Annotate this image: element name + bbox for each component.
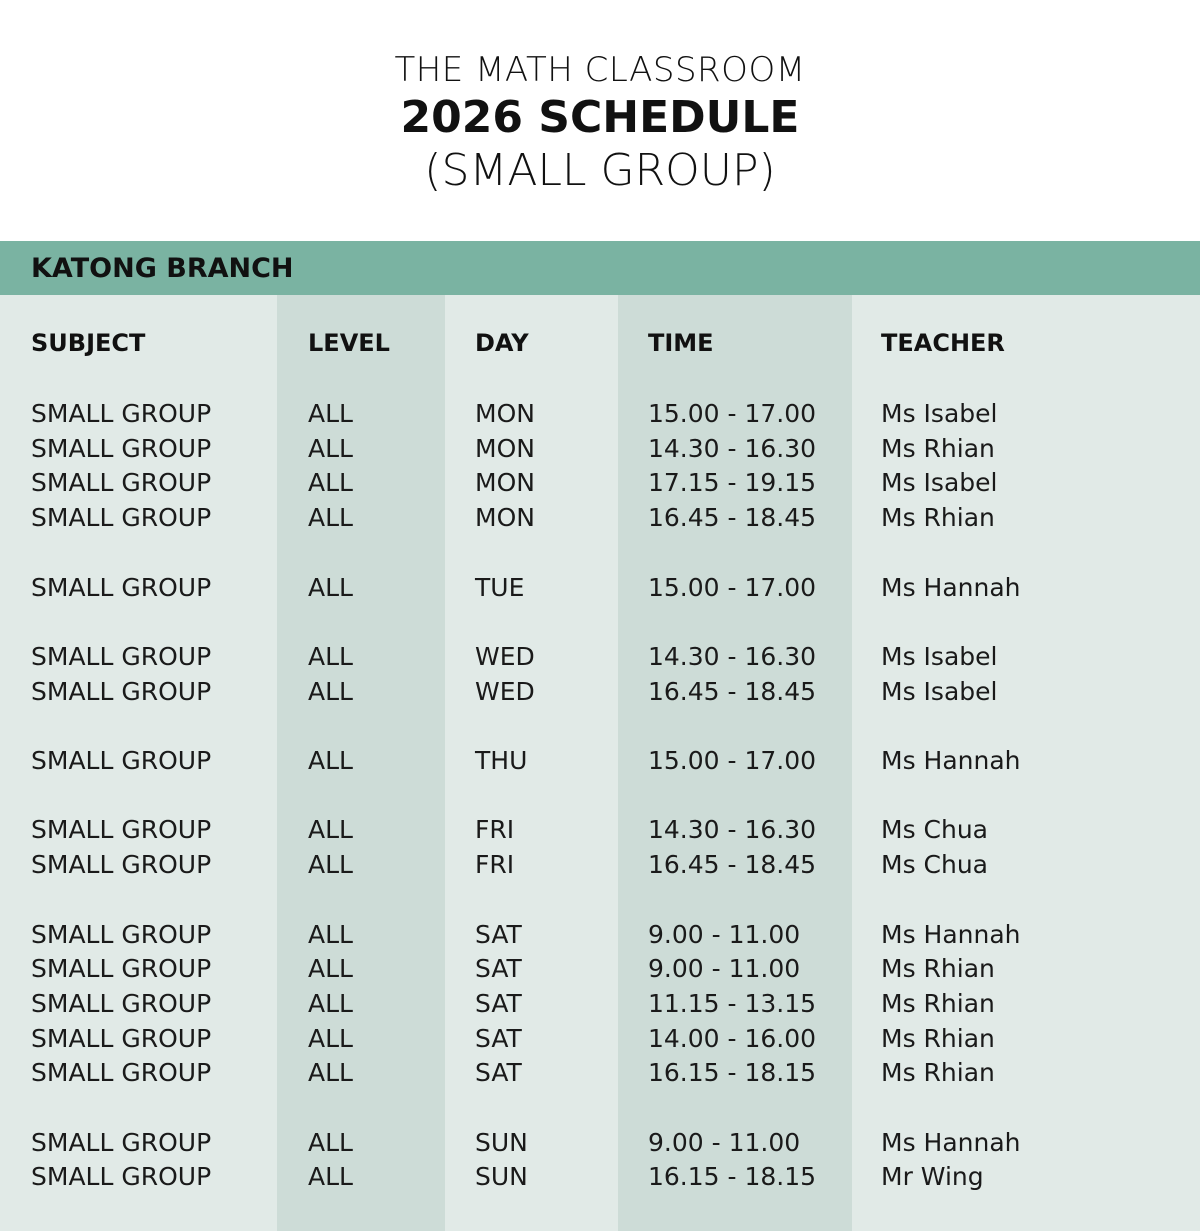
subject-cell: SMALL GROUP [31, 433, 212, 463]
table-row [0, 917, 1200, 952]
time-cell: 14.30 - 16.30 [648, 641, 817, 671]
day-cell: TUE [475, 572, 525, 602]
teacher-cell: Ms Chua [881, 850, 989, 880]
teacher-cell: Ms Rhian [881, 433, 995, 463]
day-cell: SAT [475, 919, 522, 949]
time-cell: 17.15 - 19.15 [648, 468, 817, 498]
day-cell: SUN [475, 1127, 528, 1157]
school-name: THE MATH CLASSROOM [394, 50, 806, 90]
teacher-cell: Mr Wing [881, 1162, 984, 1192]
level-cell: ALL [308, 1023, 353, 1053]
subject-cell: SMALL GROUP [31, 572, 212, 602]
day-cell: WED [475, 676, 535, 706]
level-cell: ALL [308, 919, 353, 949]
table-row [0, 570, 1200, 605]
subject-cell: SMALL GROUP [31, 815, 212, 845]
column-header-teacher: TEACHER [881, 329, 1005, 357]
teacher-cell: Ms Hannah [881, 746, 1021, 775]
day-cell: MON [475, 468, 535, 498]
subject-cell: SMALL GROUP [31, 641, 212, 671]
table-row [0, 500, 1200, 535]
column-header-subject: SUBJECT [31, 329, 146, 357]
day-cell: MON [475, 399, 535, 428]
table-row [0, 674, 1200, 709]
time-cell: 16.45 - 18.45 [648, 676, 817, 706]
schedule-subtitle: (SMALL GROUP) [424, 145, 776, 196]
time-cell: 15.00 - 17.00 [648, 572, 817, 602]
branch-bar [0, 241, 1200, 295]
level-cell: ALL [308, 815, 353, 845]
day-cell: WED [475, 641, 535, 671]
page-header [0, 0, 1200, 241]
schedule-table [0, 295, 1200, 1231]
time-cell: 16.45 - 18.45 [648, 850, 817, 880]
time-cell: 9.00 - 11.00 [648, 919, 801, 949]
time-cell: 16.45 - 18.45 [648, 503, 817, 533]
subject-cell: SMALL GROUP [31, 919, 212, 949]
table-row [0, 1125, 1200, 1160]
level-cell: ALL [308, 988, 353, 1018]
subject-cell: SMALL GROUP [31, 954, 212, 984]
teacher-cell: Ms Rhian [881, 503, 995, 533]
subject-cell: SMALL GROUP [31, 468, 212, 498]
level-cell: ALL [308, 954, 353, 984]
column-header-time: TIME [648, 329, 714, 357]
day-cell: SAT [475, 1023, 522, 1053]
time-cell: 14.30 - 16.30 [648, 815, 817, 845]
subject-cell: SMALL GROUP [31, 746, 212, 775]
time-cell: 9.00 - 11.00 [648, 954, 801, 984]
teacher-cell: Ms Hannah [881, 919, 1021, 949]
time-cell: 15.00 - 17.00 [648, 399, 817, 428]
level-cell: ALL [308, 503, 353, 533]
table-row [0, 951, 1200, 986]
table-row [0, 847, 1200, 882]
branch-label: KATONG BRANCH [31, 253, 294, 284]
level-cell: ALL [308, 850, 353, 880]
column-header-day: DAY [475, 329, 529, 357]
teacher-cell: Ms Hannah [881, 1127, 1021, 1157]
subject-cell: SMALL GROUP [31, 503, 212, 533]
time-cell: 14.00 - 16.00 [648, 1023, 817, 1053]
table-row [0, 986, 1200, 1021]
table-row [0, 1055, 1200, 1090]
teacher-cell: Ms Rhian [881, 1058, 995, 1088]
subject-cell: SMALL GROUP [31, 1127, 212, 1157]
level-cell: ALL [308, 399, 353, 428]
teacher-cell: Ms Rhian [881, 988, 995, 1018]
day-cell: SAT [475, 988, 522, 1018]
time-cell: 16.15 - 18.15 [648, 1058, 817, 1088]
time-cell: 9.00 - 11.00 [648, 1127, 801, 1157]
teacher-cell: Ms Isabel [881, 641, 998, 671]
column-header-level: LEVEL [308, 329, 390, 357]
level-cell: ALL [308, 676, 353, 706]
teacher-cell: Ms Isabel [881, 676, 998, 706]
level-cell: ALL [308, 641, 353, 671]
subject-cell: SMALL GROUP [31, 850, 212, 880]
teacher-cell: Ms Hannah [881, 572, 1021, 602]
table-row [0, 465, 1200, 500]
subject-cell: SMALL GROUP [31, 399, 212, 428]
day-cell: MON [475, 433, 535, 463]
level-cell: ALL [308, 572, 353, 602]
schedule-title: 2026 SCHEDULE [400, 92, 800, 143]
level-cell: ALL [308, 1058, 353, 1088]
day-cell: MON [475, 503, 535, 533]
subject-cell: SMALL GROUP [31, 1058, 212, 1088]
table-row [0, 396, 1200, 431]
level-cell: ALL [308, 1127, 353, 1157]
subject-cell: SMALL GROUP [31, 988, 212, 1018]
table-row [0, 1021, 1200, 1056]
level-cell: ALL [308, 433, 353, 463]
level-cell: ALL [308, 468, 353, 498]
table-row [0, 639, 1200, 674]
day-cell: FRI [475, 850, 515, 880]
day-cell: SUN [475, 1162, 528, 1192]
level-cell: ALL [308, 1162, 353, 1192]
table-row [0, 743, 1200, 778]
day-cell: SAT [475, 1058, 522, 1088]
teacher-cell: Ms Chua [881, 815, 989, 845]
time-cell: 15.00 - 17.00 [648, 746, 817, 775]
teacher-cell: Ms Rhian [881, 954, 995, 984]
table-row [0, 812, 1200, 847]
day-cell: SAT [475, 954, 522, 984]
teacher-cell: Ms Isabel [881, 468, 998, 498]
day-cell: FRI [475, 815, 515, 845]
table-row [0, 431, 1200, 466]
level-cell: ALL [308, 746, 353, 775]
time-cell: 14.30 - 16.30 [648, 433, 817, 463]
subject-cell: SMALL GROUP [31, 676, 212, 706]
subject-cell: SMALL GROUP [31, 1162, 212, 1192]
table-row [0, 1159, 1200, 1194]
time-cell: 11.15 - 13.15 [648, 988, 817, 1018]
teacher-cell: Ms Rhian [881, 1023, 995, 1053]
teacher-cell: Ms Isabel [881, 399, 998, 428]
subject-cell: SMALL GROUP [31, 1023, 212, 1053]
day-cell: THU [475, 746, 528, 775]
time-cell: 16.15 - 18.15 [648, 1162, 817, 1192]
